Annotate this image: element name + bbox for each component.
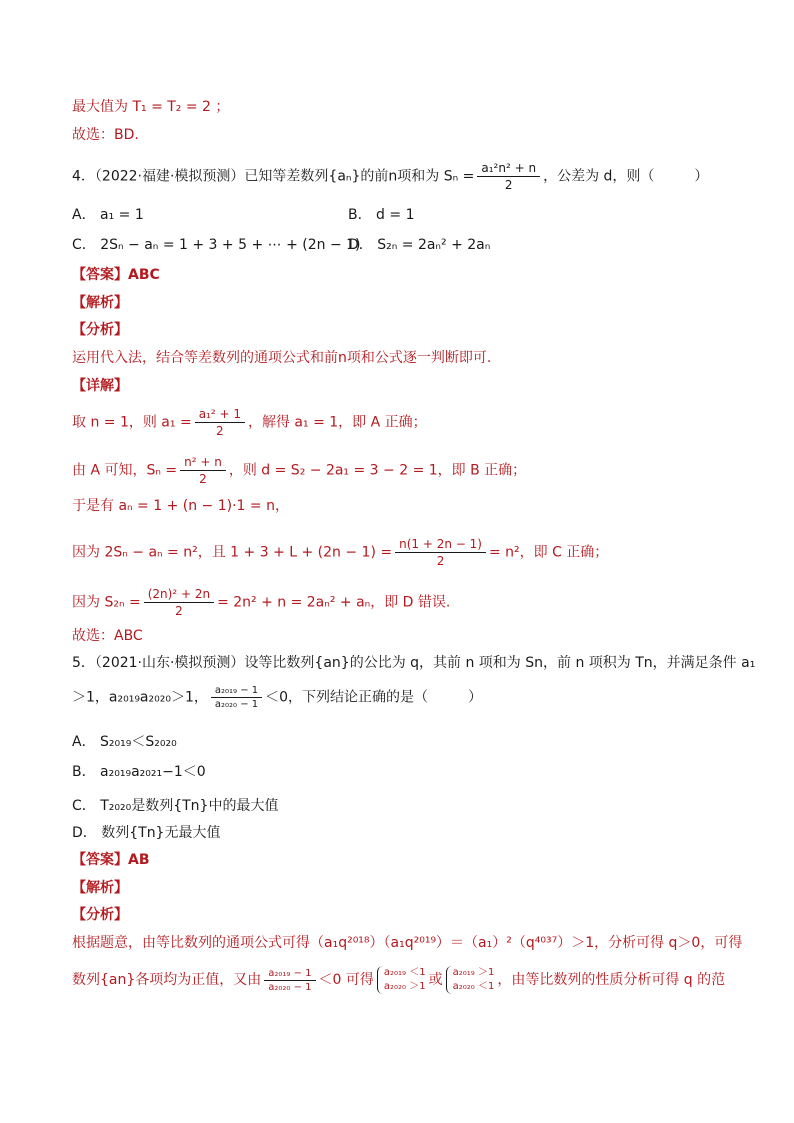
q4-option-d: D． S₂ₙ = 2aₙ² + 2aₙ [348, 237, 491, 253]
q4-stem-fraction [477, 160, 540, 193]
q4-option-a: A． a₁ = 1 [72, 207, 144, 223]
q4-d2-den: 2 [199, 472, 207, 486]
q5-f2-den: a₂₀₂₀ − 1 [268, 981, 312, 993]
q5-stem-2c: ） [468, 689, 483, 706]
q5-fenxi-line-2 [72, 966, 725, 994]
q4-d2-fraction [180, 454, 226, 487]
q5-f2-a: 数列{an}各项均为正值，又由 [72, 972, 262, 988]
q4-stem-c: ） [694, 168, 709, 185]
q4-option-b: B． d = 1 [348, 207, 415, 223]
q5-fenxi-line-1: 根据题意，由等比数列的通项公式可得（a₁q²⁰¹⁸）（a₁q²⁰¹⁹）＝（a₁）²（q⁴⁰³⁷）＞1，分析可得 q＞0，可得 [72, 935, 743, 951]
q5-option-d: D． 数列{Tn}无最大值 [72, 825, 221, 841]
q4-d4-fraction [395, 536, 486, 569]
q4-detail-line-4 [72, 536, 608, 569]
q4-detail-line-3: 于是有 aₙ = 1 + (n − 1)·1 = n， [72, 498, 289, 514]
q4-d4-den: 2 [436, 554, 445, 568]
q5-f2-d: ，由等比数列的性质分析可得 q 的范 [497, 972, 726, 988]
q5-stem-num: a₂₀₁₉ − 1 [211, 684, 262, 698]
q4-d2-b: ，则 d = S₂ − 2a₁ = 3 − 2 = 1，即 B 正确； [228, 462, 527, 479]
q5-stem-line-1: 5．（2021·山东·模拟预测）设等比数列{an}的公比为 q，其前 n 项和为 Sn，前 n 项积为 Tn，并满足条件 a₁ [72, 655, 756, 671]
q4-detail-line-1 [72, 406, 427, 439]
q4-d5-b: = 2n² + n = 2aₙ² + aₙ，即 D 错误. [217, 594, 451, 611]
q4-d5-num: (2n)² + 2n [144, 586, 214, 603]
q4-fenxi-heading: 【分析】 [72, 322, 128, 338]
q5-option-a: A． S₂₀₁₉＜S₂₀₂₀ [72, 734, 177, 750]
q4-d1-b: ，解得 a₁ = 1，即 A 正确； [247, 414, 427, 431]
q4-d2-a: 由 A 可知，Sₙ = [72, 462, 178, 479]
q5-case-2-bottom: a₂₀₂₀ ＜1 [452, 981, 495, 992]
q4-answer: 【答案】ABC [72, 267, 160, 283]
q5-case-2-top: a₂₀₁₉ ＞1 [452, 967, 495, 978]
q4-d2-num: n² + n [180, 454, 226, 471]
q4-stem-b: ，公差为 d，则（ [543, 168, 655, 185]
q4-d1-den: 2 [216, 424, 224, 438]
q5-answer: 【答案】AB [72, 852, 150, 868]
q4-d1-fraction [195, 406, 245, 439]
q4-d4-num: n(1 + 2n − 1) [395, 536, 486, 553]
q4-d5-den: 2 [175, 604, 183, 618]
q4-frac-num: a₁²n² + n [477, 160, 540, 177]
q5-jiexi-heading: 【解析】 [72, 880, 128, 896]
q5-f2-or: 或 [428, 972, 443, 988]
q5-case-1-bottom: a₂₀₂₀ ＞1 [383, 981, 426, 992]
q4-detail-line-2 [72, 454, 526, 487]
choice-bd-line: 故选：BD. [72, 127, 139, 143]
q5-f2-num: a₂₀₁₉ − 1 [264, 967, 315, 981]
q4-xiangjie-heading: 【详解】 [72, 378, 128, 394]
q4-d5-fraction [144, 586, 214, 619]
q5-fenxi-heading: 【分析】 [72, 907, 128, 923]
choice-abc-line: 故选：ABC [72, 628, 143, 644]
q5-stem-2b: ＜0，下列结论正确的是（ [265, 689, 429, 706]
q5-case-brace-1 [377, 966, 426, 994]
q4-stem-a: 4．（2022·福建·模拟预测）已知等差数列{aₙ}的前n项和为 Sₙ = [72, 168, 475, 185]
q4-d1-num: a₁² + 1 [195, 406, 245, 423]
q4-detail-line-5 [72, 586, 450, 619]
q5-option-b: B． a₂₀₁₉a₂₀₂₁−1＜0 [72, 764, 206, 780]
q5-f2-fraction [264, 967, 315, 994]
q4-d4-a: 因为 2Sₙ − aₙ = n²，且 1 + 3 + L + (2n − 1) = [72, 544, 393, 561]
max-value-line: 最大值为 T₁ = T₂ = 2 ； [72, 99, 230, 115]
q5-option-c: C． T₂₀₂₀是数列{Tn}中的最大值 [72, 798, 279, 814]
q5-stem-fraction [211, 684, 262, 711]
q5-stem-2a: ＞1，a₂₀₁₉a₂₀₂₀＞1， [72, 689, 208, 706]
q5-f2-b: ＜0 可得 [318, 972, 374, 988]
q4-d5-a: 因为 S₂ₙ = [72, 594, 141, 611]
q4-fenxi-text: 运用代入法，结合等差数列的通项公式和前n项和公式逐一判断即可. [72, 350, 492, 366]
q4-jiexi-heading: 【解析】 [72, 295, 128, 311]
q4-frac-den: 2 [504, 178, 513, 192]
q4-stem [72, 160, 708, 193]
q4-d4-b: = n²，即 C 正确； [488, 544, 609, 561]
q5-stem-line-2 [72, 684, 482, 711]
q5-case-brace-2 [446, 966, 495, 994]
q4-d1-a: 取 n = 1，则 a₁ = [72, 414, 192, 431]
q4-option-c: C． 2Sₙ − aₙ = 1 + 3 + 5 + ⋯ + (2n − 1) [72, 237, 361, 253]
q5-case-1-top: a₂₀₁₉ ＜1 [383, 967, 426, 978]
q5-stem-den: a₂₀₂₀ − 1 [214, 699, 259, 710]
